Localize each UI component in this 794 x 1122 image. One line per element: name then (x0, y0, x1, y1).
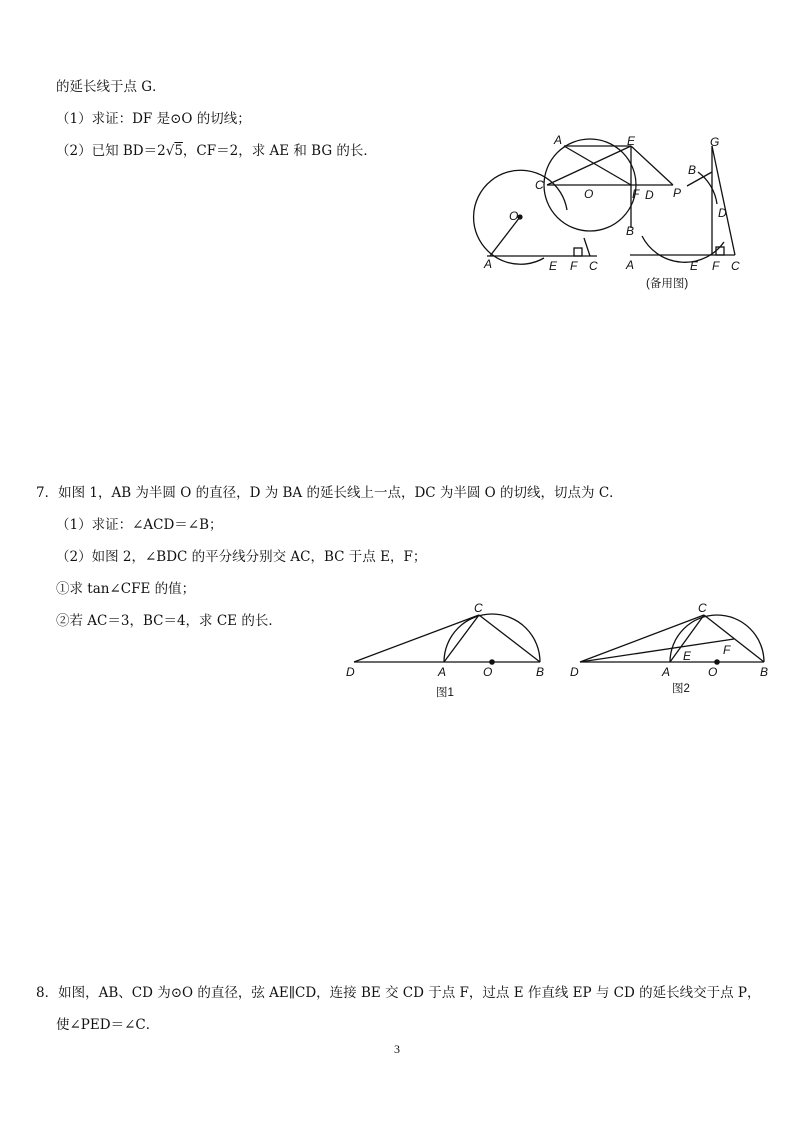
label-B: B (536, 665, 545, 679)
q6-part2 (56, 142, 377, 160)
label-F: F (632, 187, 640, 201)
q6-part1: （1）求证：DF 是⊙O 的切线； (56, 111, 251, 127)
q7-sub2: ②若 AC＝3，BC＝4，求 CE 的长． (56, 613, 282, 629)
label-A: A (554, 133, 563, 147)
q7-figure-2 (566, 598, 781, 708)
label-E: E (549, 259, 558, 273)
label-C: C (535, 178, 544, 192)
label-B: B (688, 163, 697, 177)
label-E: E (683, 649, 692, 663)
label-B: B (760, 665, 769, 679)
q6-continuation-line: 的延长线于点 G． (56, 79, 166, 95)
label-D: D (718, 206, 727, 220)
q7-part2: （2）如图 2，∠BDC 的平分线分别交 AC，BC 于点 E，F； (56, 549, 427, 565)
label-B: B (626, 224, 635, 238)
backup-figure-caption: (备用图) (646, 278, 689, 290)
q6-figure-right (612, 134, 752, 294)
q7-stem: 7．如图 1，AB 为半圆 O 的直径，D 为 BA 的延长线上一点，DC 为半圆 O 的切线，切点为 C． (36, 485, 623, 501)
label-P: P (673, 186, 682, 200)
label-A: A (438, 665, 447, 679)
q8-line2: 使∠PED＝∠C． (56, 1017, 160, 1033)
q6-sqrt-radicand: 5 (174, 143, 183, 159)
label-D: D (346, 665, 355, 679)
label-A: A (484, 257, 493, 271)
fig1-caption: 图1 (436, 687, 454, 699)
page-number: 3 (394, 1042, 400, 1056)
label-C: C (474, 601, 483, 615)
q6-part2-start: （2）已知 BD＝2 (56, 143, 166, 159)
label-A: A (626, 258, 635, 272)
q8-stem: 8．如图，AB、CD 为⊙O 的直径，弦 AE∥CD，连接 BE 交 CD 于点 F，过点 E 作直线 EP 与 CD 的延长线交于点 P， (36, 985, 761, 1001)
label-G: G (710, 135, 720, 149)
label-F: F (570, 259, 578, 273)
label-C: C (589, 259, 598, 273)
label-O: O (708, 665, 718, 679)
label-C: C (698, 601, 707, 615)
fig2-caption: 图2 (672, 683, 690, 695)
label-E: E (627, 134, 636, 148)
label-D: D (570, 665, 579, 679)
label-D: D (645, 188, 654, 202)
label-O: O (483, 665, 493, 679)
label-O: O (584, 187, 594, 201)
q7-part1: （1）求证：∠ACD＝∠B； (56, 517, 223, 533)
label-F: F (712, 259, 720, 273)
label-C: C (731, 259, 740, 273)
label-E: E (690, 259, 699, 273)
q6-part2-end: ，CF＝2，求 AE 和 BG 的长． (182, 143, 377, 159)
q7-sub1: ①求 tan∠CFE 的值； (56, 581, 196, 597)
label-A: A (662, 665, 671, 679)
sqrt-sign: √ (165, 143, 175, 159)
label-F: F (723, 643, 731, 657)
label-O: O (509, 209, 519, 223)
q7-figure-1 (340, 598, 555, 708)
